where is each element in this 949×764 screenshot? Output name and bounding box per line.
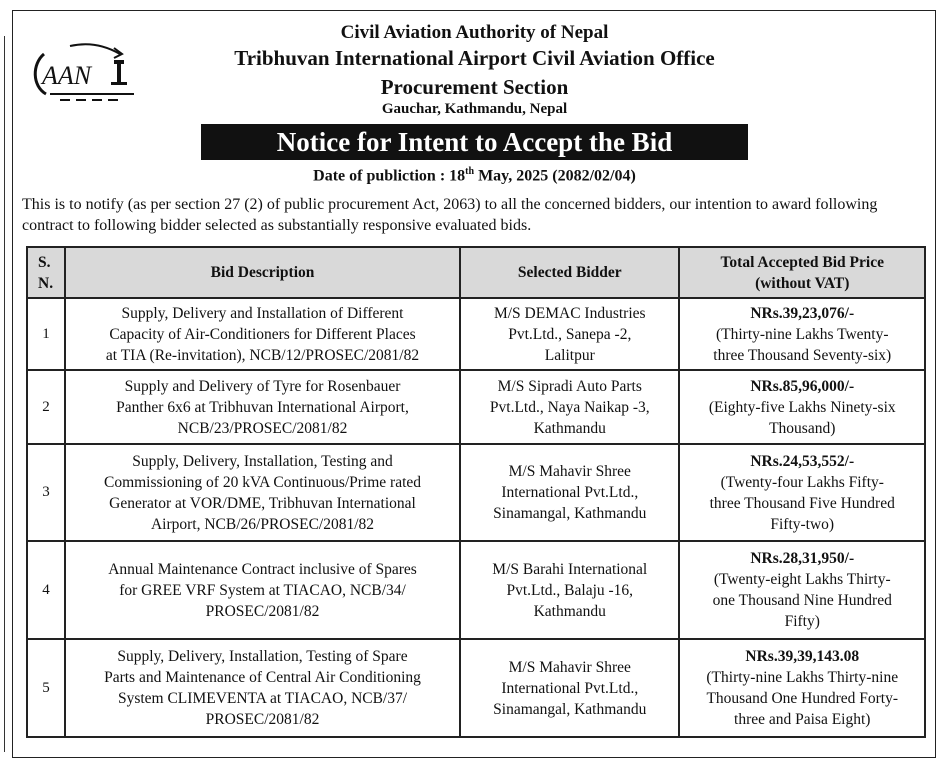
svg-text:AAN: AAN bbox=[42, 61, 92, 90]
row-price bbox=[679, 639, 925, 737]
price-words-line: three Thousand Five Hundred bbox=[709, 494, 895, 512]
row-bidder bbox=[460, 298, 679, 370]
price-amount: NRs.39,23,076/- bbox=[750, 304, 855, 322]
row-sn: 4 bbox=[27, 541, 65, 639]
price-words-line: one Thousand Nine Hundred bbox=[712, 592, 892, 609]
column-rule bbox=[4, 36, 5, 752]
desc-line: at TIA (Re-invitation), NCB/12/PROSEC/2081/82 bbox=[105, 346, 420, 364]
price-words-line: (Twenty-eight Lakhs Thirty- bbox=[713, 571, 891, 588]
price-words-line: three Thousand Seventy-six) bbox=[713, 346, 892, 364]
desc-line: NCB/23/PROSEC/2081/82 bbox=[177, 419, 348, 437]
table-row bbox=[27, 444, 925, 541]
date-suffix: May, 2025 (2082/02/04) bbox=[474, 167, 636, 185]
price-words-line: (Thirty-nine Lakhs Twenty- bbox=[715, 325, 889, 343]
desc-line: Capacity of Air-Conditioners for Different Places bbox=[109, 325, 416, 343]
bidder-line: M/S DEMAC Industries bbox=[493, 304, 646, 322]
row-sn: 3 bbox=[27, 444, 65, 541]
description-header: Bid Description bbox=[65, 247, 460, 298]
bidder-line: International Pvt.Ltd., bbox=[501, 484, 639, 501]
row-description bbox=[65, 541, 460, 639]
price-amount: NRs.39,39,143.08 bbox=[745, 648, 860, 665]
row-description bbox=[65, 444, 460, 541]
price-words-line: (Eighty-five Lakhs Ninety-six bbox=[708, 398, 896, 416]
table-header-row bbox=[27, 247, 925, 298]
desc-line: PROSEC/2081/82 bbox=[205, 602, 320, 620]
row-description bbox=[65, 639, 460, 737]
row-bidder bbox=[460, 541, 679, 639]
row-price bbox=[679, 370, 925, 444]
price-words-line: Thousand) bbox=[769, 419, 836, 437]
bidder-line: M/S Mahavir Shree bbox=[508, 658, 631, 676]
bidder-line: International Pvt.Ltd., bbox=[501, 679, 639, 697]
row-price bbox=[679, 298, 925, 370]
bidder-line: Pvt.Ltd., Naya Naikap -3, bbox=[489, 398, 650, 416]
bids-table bbox=[26, 246, 926, 738]
table-row bbox=[27, 639, 925, 737]
row-bidder bbox=[460, 639, 679, 737]
bidder-line: M/S Mahavir Shree bbox=[508, 463, 631, 480]
desc-line: PROSEC/2081/82 bbox=[205, 711, 320, 728]
date-prefix: Date of publiction : 18 bbox=[313, 167, 466, 185]
price-header-line2: (without VAT) bbox=[755, 274, 850, 292]
desc-line: Supply, Delivery, Installation, Testing of Spare bbox=[117, 648, 408, 665]
bidder-header: Selected Bidder bbox=[460, 247, 679, 298]
desc-line: Supply, Delivery, Installation, Testing and bbox=[132, 452, 393, 470]
section-name: Procurement Section bbox=[380, 75, 569, 99]
table-row bbox=[27, 541, 925, 639]
price-words-line: (Twenty-four Lakhs Fifty- bbox=[720, 473, 884, 491]
table-row bbox=[27, 298, 925, 370]
row-description bbox=[65, 370, 460, 444]
bidder-line: Kathmandu bbox=[533, 602, 606, 620]
row-price bbox=[679, 444, 925, 541]
bidder-line: M/S Barahi International bbox=[492, 560, 648, 578]
price-words-line: Fifty-two) bbox=[770, 515, 835, 533]
price-amount: NRs.28,31,950/- bbox=[750, 550, 855, 567]
bidder-line: Kathmandu bbox=[533, 419, 606, 437]
office-name: Tribhuvan International Airport Civil Aviation Office bbox=[234, 46, 715, 70]
row-description bbox=[65, 298, 460, 370]
notice-title: Notice for Intent to Accept the Bid bbox=[201, 124, 748, 160]
desc-line: System CLIMEVENTA at TIACAO, NCB/37/ bbox=[117, 690, 408, 707]
publication-date bbox=[0, 166, 949, 185]
sn-header-line1: S. bbox=[38, 253, 51, 271]
date-ordinal: th bbox=[465, 166, 475, 177]
row-sn: 2 bbox=[27, 370, 65, 444]
sn-header-line2: N. bbox=[38, 274, 54, 292]
org-name: Civil Aviation Authority of Nepal bbox=[340, 22, 609, 43]
sn-header bbox=[27, 247, 65, 298]
price-header bbox=[679, 247, 925, 298]
price-words-line: Fifty) bbox=[784, 613, 820, 630]
table-row bbox=[27, 370, 925, 444]
bidder-line: Lalitpur bbox=[544, 346, 595, 364]
row-price bbox=[679, 541, 925, 639]
bidder-line: M/S Sipradi Auto Parts bbox=[497, 377, 642, 395]
office-address: Gauchar, Kathmandu, Nepal bbox=[381, 101, 568, 117]
row-sn: 1 bbox=[27, 298, 65, 370]
desc-line: Commissioning of 20 kVA Continuous/Prime rated bbox=[103, 473, 422, 491]
desc-line: Airport, NCB/26/PROSEC/2081/82 bbox=[150, 515, 375, 533]
desc-line: Panther 6x6 at Tribhuvan International Airport, bbox=[116, 398, 409, 416]
desc-line: Parts and Maintenance of Central Air Conditioning bbox=[104, 669, 421, 686]
price-words-line: (Thirty-nine Lakhs Thirty-nine bbox=[706, 669, 899, 686]
intro-paragraph: This is to notify (as per section 27 (2) of public procurement Act, 2063) to all the concerned bidders, our intention to award following contract to following bidder selected as substantially responsive evaluated bids. bbox=[22, 196, 878, 234]
price-words-line: Thousand One Hundred Forty- bbox=[706, 690, 899, 707]
price-amount: NRs.85,96,000/- bbox=[750, 377, 855, 395]
bidder-line: Sinamangal, Kathmandu bbox=[493, 505, 647, 522]
bidder-line: Pvt.Ltd., Balaju -16, bbox=[506, 581, 634, 599]
row-sn: 5 bbox=[27, 639, 65, 737]
row-bidder bbox=[460, 370, 679, 444]
row-bidder bbox=[460, 444, 679, 541]
bidder-line: Pvt.Ltd., Sanepa -2, bbox=[508, 325, 632, 343]
desc-line: for GREE VRF System at TIACAO, NCB/34/ bbox=[119, 581, 406, 599]
desc-line: Supply and Delivery of Tyre for Rosenbauer bbox=[124, 377, 401, 395]
price-header-line1: Total Accepted Bid Price bbox=[720, 253, 884, 271]
bidder-line: Sinamangal, Kathmandu bbox=[493, 700, 647, 718]
desc-line: Generator at VOR/DME, Tribhuvan International bbox=[109, 494, 416, 512]
price-words-line: three and Paisa Eight) bbox=[734, 711, 871, 728]
desc-line: Annual Maintenance Contract inclusive of Spares bbox=[108, 560, 417, 578]
price-amount: NRs.24,53,552/- bbox=[750, 452, 855, 470]
desc-line: Supply, Delivery and Installation of Different bbox=[121, 304, 404, 322]
